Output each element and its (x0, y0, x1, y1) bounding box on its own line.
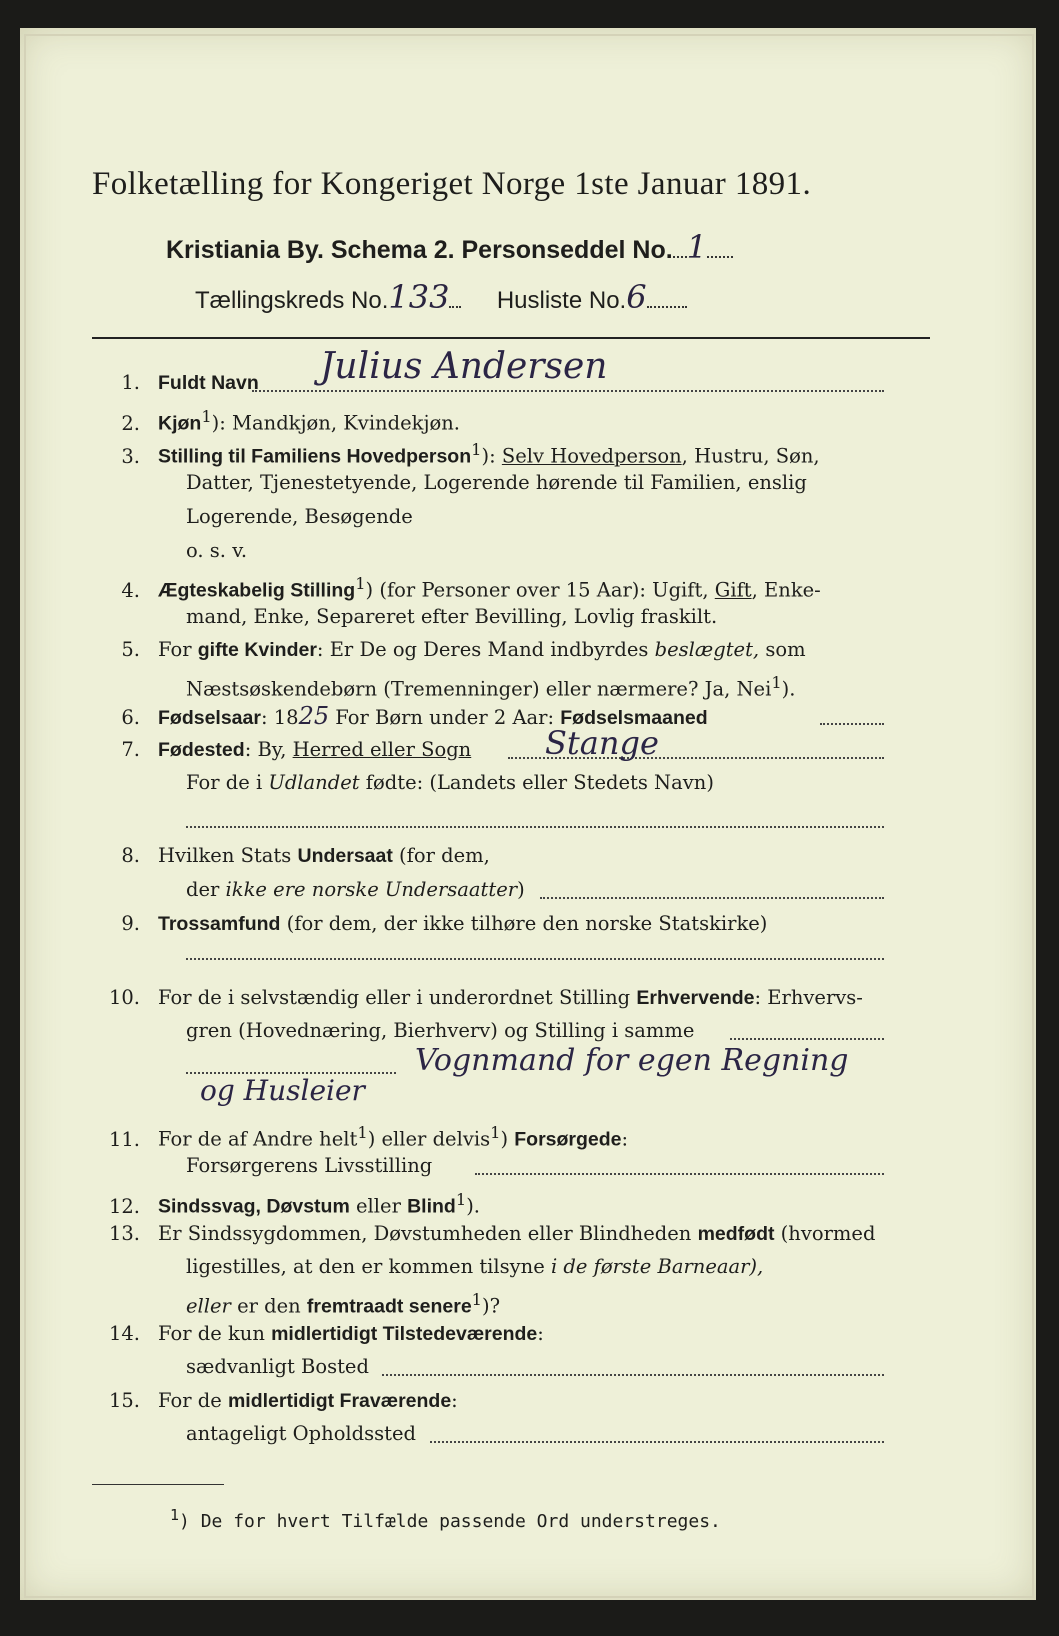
item-14: 14. For de kun midlertidigt Tilstedeværende: (108, 1322, 544, 1345)
schema-line-prefix: Kristiania By. Schema 2. Personseddel No. (166, 236, 673, 264)
item-11: 11. For de af Andre helt$^1$) eller delvis$^1$) Forsørgede: (108, 1123, 629, 1151)
husliste-number: 6 (626, 278, 647, 316)
personseddel-number: 1 (686, 228, 708, 266)
item-1: 1. Fuldt Navn (121, 371, 259, 394)
dots (673, 255, 687, 258)
item-13: 13. Er Sindssygdommen, Døvstumheden eller Blindheden medfødt (hvormed (108, 1222, 876, 1245)
taellingskreds-number: 133 (388, 278, 450, 316)
item-3-selected: Selv Hovedperson (501, 444, 682, 468)
item-15: 15. For de midlertidigt Fraværende: (108, 1389, 458, 1412)
item-1-answer: Julius Andersen (320, 346, 608, 387)
dots (647, 305, 687, 308)
item-10: 10. For de i selvstændig eller i underordnet Stilling Erhvervende: Erhvervs- (108, 986, 863, 1009)
district-prefix: Tællingskreds No. (195, 287, 389, 314)
item-4-selected: Gift (714, 578, 752, 602)
item-7-selected: Herred eller Sogn (292, 738, 472, 761)
husliste-label: Husliste No. (496, 287, 627, 314)
district-line (195, 278, 687, 316)
item-1-label: Fuldt Navn (158, 372, 259, 394)
header-rule (92, 337, 930, 339)
item-12: 12. Sindssvag, Døvstum eller Blind$^1$). (108, 1190, 480, 1218)
item-10-answer-1: Vognmand for egen Regning (415, 1043, 849, 1078)
item-2: 2. Kjøn$^1$): Mandkjøn, Kvindekjøn. (121, 407, 461, 435)
dots (707, 255, 733, 258)
item-7-answer: Stange (545, 724, 659, 762)
item-4: 4. Ægteskabelig Stilling$^1$) (for Personer over 15 Aar): Ugift, Gift, Enke- (121, 574, 821, 602)
dots (449, 305, 461, 308)
item-1-answer-line (252, 390, 884, 392)
item-5: 5. For gifte Kvinder: Er De og Deres Mand indbyrdes beslægtet, som (121, 638, 806, 661)
schema-line (166, 228, 733, 266)
item-6-answer: 25 (298, 702, 330, 730)
item-3: 3. Stilling til Familiens Hovedperson$^1$): Selv Hovedperson, Hustru, Søn, (121, 440, 820, 468)
item-8: 8. Hvilken Stats Undersaat (for dem, (121, 844, 490, 867)
item-10-answer-2: og Husleier (200, 1074, 365, 1107)
census-form-sheet: Folketælling for Kongeriget Norge 1ste Januar 1891. Kristiania By. Schema 2. Personseddel No. 1 Tællingskreds No.133 Husliste No.6 1. Fuldt Navn Julius Andersen 2. Kjøn$^1$): Mandkjøn, Kvindekjøn. 3. Stilling til Familiens Hovedperson$^1$): Selv Hovedperson, Hustru, Søn, Datter, Tjenestetyende, Logerende hørende til Familien, enslig Logerende, Besøgende o. s. v. 4. Ægteskabelig Stilling$^1$) (for Personer over 15 Aar): Ugift, Gift, Enke- mand, Enke, Separeret efter Bevilling, Lovlig fraskilt. 5. For gifte Kvinder: Er De og Deres Mand indbyrdes beslægtet, som Næstsøskendebørn (Tremenninger) eller nærmere? Ja, Nei$^1$). 6. Fødselsaar: 1825 For Børn under 2 Aar: Fødselsmaaned 7. Fødested: By, Herred eller Sogn Stange For de i Udlandet fødte: (Landets eller Stedets Navn) 8. Hvilken Stats Undersaat (for dem, der ikke ere norske Undersaatter) 9. Trossamfund (for dem, der ikke tilhøre den norske Statskirke) 10. For de i selvstændig eller i underordnet Stilling Erhvervende: Erhvervs- gren (Hovednæring, Bierhverv) og Stilling i samme Vognmand for egen Regning og Husleier 11. For de af Andre helt$^1$) eller delvis$^1$) Forsørgede: Forsørgerens Livsstilling 12. Sindssvag, Døvstum eller Blind$^1$). 13. Er Sindssygdommen, Døvstumheden eller Blindheden medfødt (hvormed ligestilles, at den er kommen tilsyne i de første Barneaar), eller er den fremtraadt senere$^1$)? 14. For de kun midlertidigt Tilstedeværende: sædvanligt Bosted 15. For de midlertidigt Fraværende: antageligt Opholdssted $^1$) De for hvert Tilfælde passende Ord understreges. (20, 28, 1036, 1600)
footnote: $^1$) De for hvert Tilfælde passende Ord understreges. (170, 1506, 721, 1532)
item-7: 7. Fødested: By, Herred eller Sogn (121, 738, 472, 761)
item-6: 6. Fødselsaar: 1825 For Børn under 2 Aar: Fødselsmaaned (121, 702, 708, 730)
form-title: Folketælling for Kongeriget Norge 1ste Januar 1891. (92, 166, 812, 202)
form-frame (24, 34, 1034, 1598)
item-9: 9. Trossamfund (for dem, der ikke tilhøre den norske Statskirke) (121, 912, 768, 935)
footnote-rule (92, 1484, 224, 1485)
